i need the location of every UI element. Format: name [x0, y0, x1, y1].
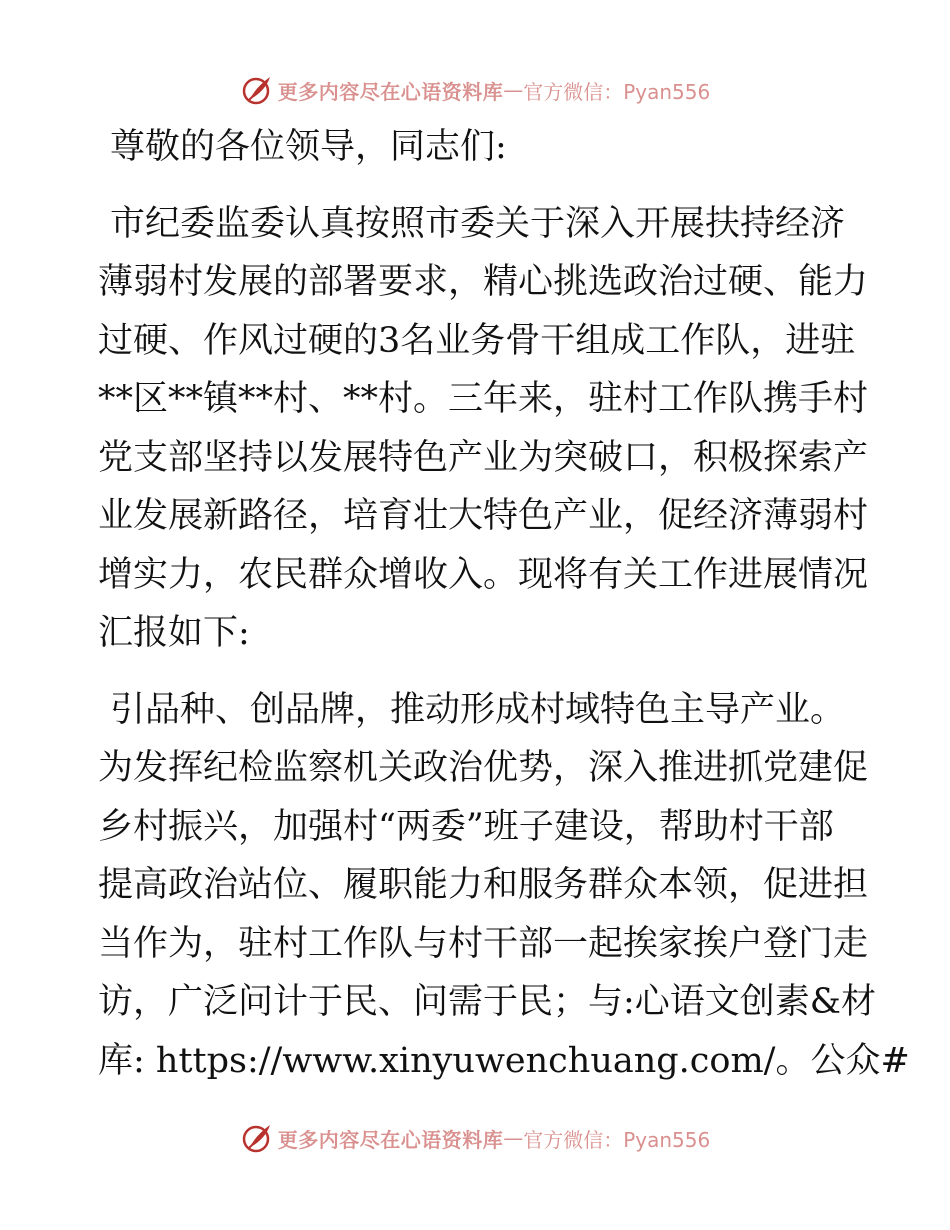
paragraph-line: 提高政治站位、履职能力和服务群众本领，促进担	[98, 865, 869, 905]
paragraph-line: 薄弱村发展的部署要求，精心挑选政治过硬、能力	[98, 262, 869, 302]
paragraph-1	[98, 195, 869, 663]
paragraph-line: **区**镇**村、**村。三年来，驻村工作队携手村	[98, 379, 869, 419]
paragraph-line: 当作为，驻村工作队与村干部一起挨家挨户登门走	[98, 923, 869, 964]
paragraph-line: 访，广泛问计于民、问需于民；与:心语文创素&材	[98, 982, 876, 1022]
document-body	[98, 118, 910, 1090]
banner-contact-text: 官方微信：Pyan556	[523, 1127, 711, 1152]
quill-logo-icon	[240, 73, 274, 107]
salutation: 尊敬的各位领导，同志们:	[110, 127, 507, 167]
paragraph-line: 党支部坚持以发展特色产业为突破口，积极探索产	[98, 437, 869, 478]
paragraph-line: 乡村振兴，加强村“两委”班子建设，帮助村干部	[98, 806, 834, 847]
paragraph-line: 业发展新路径，培育壮大特色产业，促经济薄弱村	[98, 496, 869, 536]
paragraph-line: 过硬、作风过硬的3名业务骨干组成工作队，进驻	[98, 320, 856, 361]
header-watermark-banner	[0, 70, 950, 110]
banner-dash: —	[503, 1126, 524, 1150]
paragraph-2	[98, 739, 910, 1090]
quill-logo-icon	[240, 1121, 274, 1155]
banner-dash: —	[503, 78, 524, 102]
banner-contact-text: 官方微信：Pyan556	[523, 79, 711, 104]
section-heading: 引品种、创品牌，推动形成村域特色主导产业。	[110, 689, 846, 730]
footer-watermark-banner	[0, 1118, 950, 1158]
paragraph-line: 为发挥纪检监察机关政治优势，深入推进抓党建促	[98, 748, 869, 788]
paragraph-line: 市纪委监委认真按照市委关于深入开展扶持经济	[110, 203, 846, 244]
paragraph-line: 汇报如下:	[98, 613, 250, 653]
banner-brand-text: 更多内容尽在心语资料库	[277, 79, 504, 104]
paragraph-line: 库: https://www.xinyuwenchuang.com/。公众#	[98, 1040, 910, 1081]
banner-brand-text: 更多内容尽在心语资料库	[277, 1127, 504, 1152]
paragraph-line: 增实力，农民群众增收入。现将有关工作进展情况	[98, 554, 869, 595]
